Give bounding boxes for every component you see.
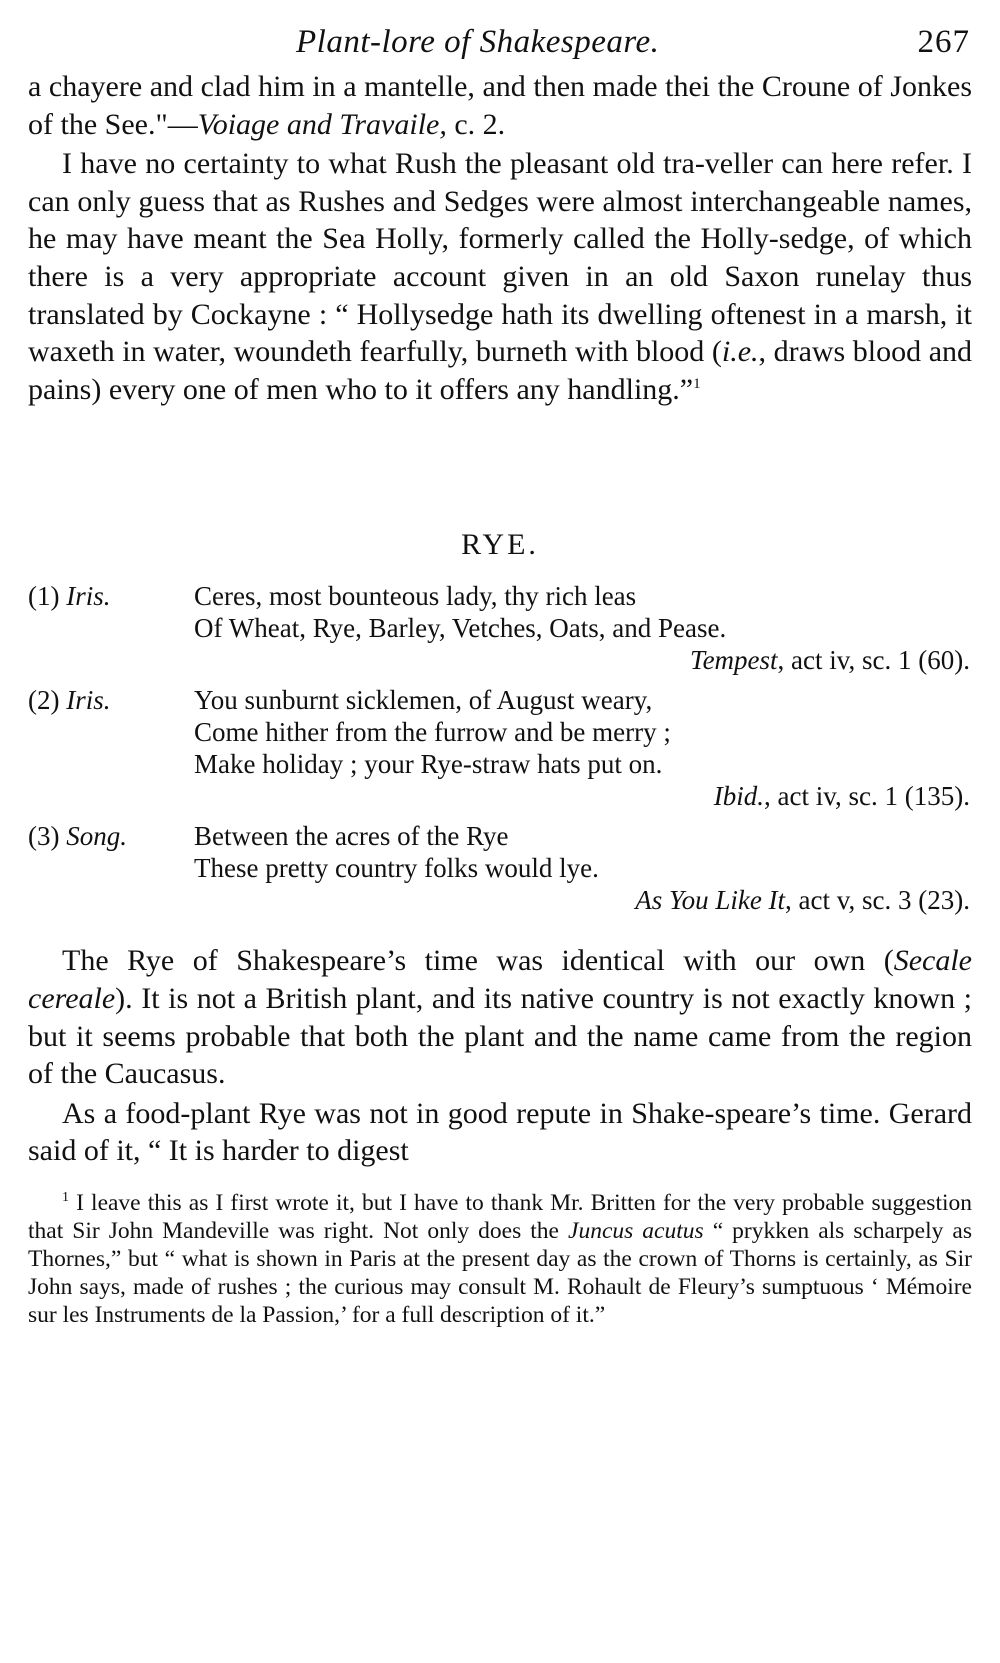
- continued-source-title: Voiage and Travaile,: [197, 107, 447, 141]
- quote-speaker: Song.: [66, 821, 127, 852]
- paragraph-rye-origin: [28, 942, 972, 1092]
- quote-label: [28, 580, 194, 676]
- quote-2: [28, 684, 972, 812]
- quote-number: (2): [28, 685, 60, 716]
- quote-line: You sunburnt sicklemen, of August weary,: [194, 685, 653, 716]
- continued-text: a chayere and clad him in a mantelle, and then made thei the Croune of Jonkes of the See."—: [28, 70, 972, 141]
- footnote-part2: “ prykken als scharpely as Thornes,” but “ what is shown in Paris at the present day as the crown of Thorns is certainly, as Sir John says, made of rushes ; the curious may consult M. Rohault de Fleury’s sumptuous ‘ Mémoire sur les Instruments de la Passion,’ for a full description of it.”: [28, 1217, 972, 1328]
- quote-source-ref: , act iv, sc. 1 (135).: [764, 781, 970, 812]
- rush-ie: i.e.: [721, 335, 759, 369]
- quote-source-title: Ibid.: [713, 781, 765, 812]
- footnote-part1: I leave this as I first wrote it, but I have to thank Mr. Britten for the very probable suggestion that Sir John Mandeville was right. Not only does the: [28, 1189, 972, 1244]
- quote-1: [28, 580, 972, 676]
- quote-body: [194, 684, 972, 812]
- continued-paragraph: [28, 68, 972, 143]
- quote-line: Come hither from the furrow and be merry ;: [194, 717, 671, 748]
- quote-3: [28, 820, 972, 916]
- footnote-reference: 1: [693, 375, 701, 392]
- quote-line: These pretty country folks would lye.: [194, 853, 599, 884]
- footnote-latin-name: Juncus acutus: [568, 1217, 704, 1244]
- paragraph-rush: [28, 145, 972, 408]
- quote-source-ref: , act v, sc. 3 (23).: [785, 885, 970, 916]
- quote-source: [194, 644, 972, 676]
- page-number: 267: [917, 24, 970, 60]
- quote-number: (3): [28, 821, 60, 852]
- rush-text-part2: , draws blood and pains) every one of men who to it offers any handling.”: [28, 335, 973, 406]
- paragraph-food-plant: As a food-plant Rye was not in good repute in Shake-speare’s time. Gerard said of it, “ It is harder to digest: [28, 1096, 972, 1168]
- quote-body: [194, 820, 972, 916]
- quote-speaker: Iris.: [66, 685, 111, 716]
- quote-line: Between the acres of the Rye: [194, 821, 509, 852]
- quote-source: [194, 780, 972, 812]
- rye-origin-part2: ). It is not a British plant, and its native country is not exactly known ; but it seems probable that both the plant and the name came from the region of the Caucasus.: [28, 981, 972, 1091]
- footnote-mark: 1: [62, 1189, 69, 1205]
- continued-source-tail: c. 2.: [446, 107, 506, 141]
- quote-source-title: As You Like It: [635, 885, 786, 916]
- quote-label: [28, 684, 194, 812]
- book-page: [28, 18, 972, 1352]
- rush-text-part1: I have no certainty to what Rush the pleasant old tra-veller can here refer. I can only guess that as Rushes and Sedges were almost interchangeable names, he may have meant the Sea Holly, formerly called the Holly-sedge, of which there is a very appropriate account given in an old Saxon runelay thus translated by Cockayne : “ Hollysedge hath its dwelling oftenest in a marsh, it waxeth in water, woundeth fearfully, burneth with blood (: [28, 147, 972, 369]
- quote-source-ref: , act iv, sc. 1 (60).: [777, 645, 970, 676]
- quote-number: (1): [28, 581, 60, 612]
- page-header: [28, 18, 972, 68]
- quote-source: [194, 884, 972, 916]
- footnote: [28, 1184, 972, 1329]
- section-title: RYE.: [461, 528, 539, 562]
- quote-label: [28, 820, 194, 916]
- rye-origin-part1: The Rye of Shakespeare’s time was identical with our own (: [62, 944, 894, 978]
- quote-line: Make holiday ; your Rye-straw hats put on.: [194, 749, 663, 780]
- quote-line: Of Wheat, Rye, Barley, Vetches, Oats, and Pease.: [194, 613, 727, 644]
- quote-speaker: Iris.: [66, 581, 111, 612]
- quote-line: Ceres, most bounteous lady, thy rich leas: [194, 581, 637, 612]
- quote-source-title: Tempest: [690, 645, 778, 676]
- rye-latin-name: Secale cereale: [28, 944, 972, 1015]
- running-title: Plant-lore of Shakespeare.: [296, 24, 660, 60]
- quote-body: [194, 580, 972, 676]
